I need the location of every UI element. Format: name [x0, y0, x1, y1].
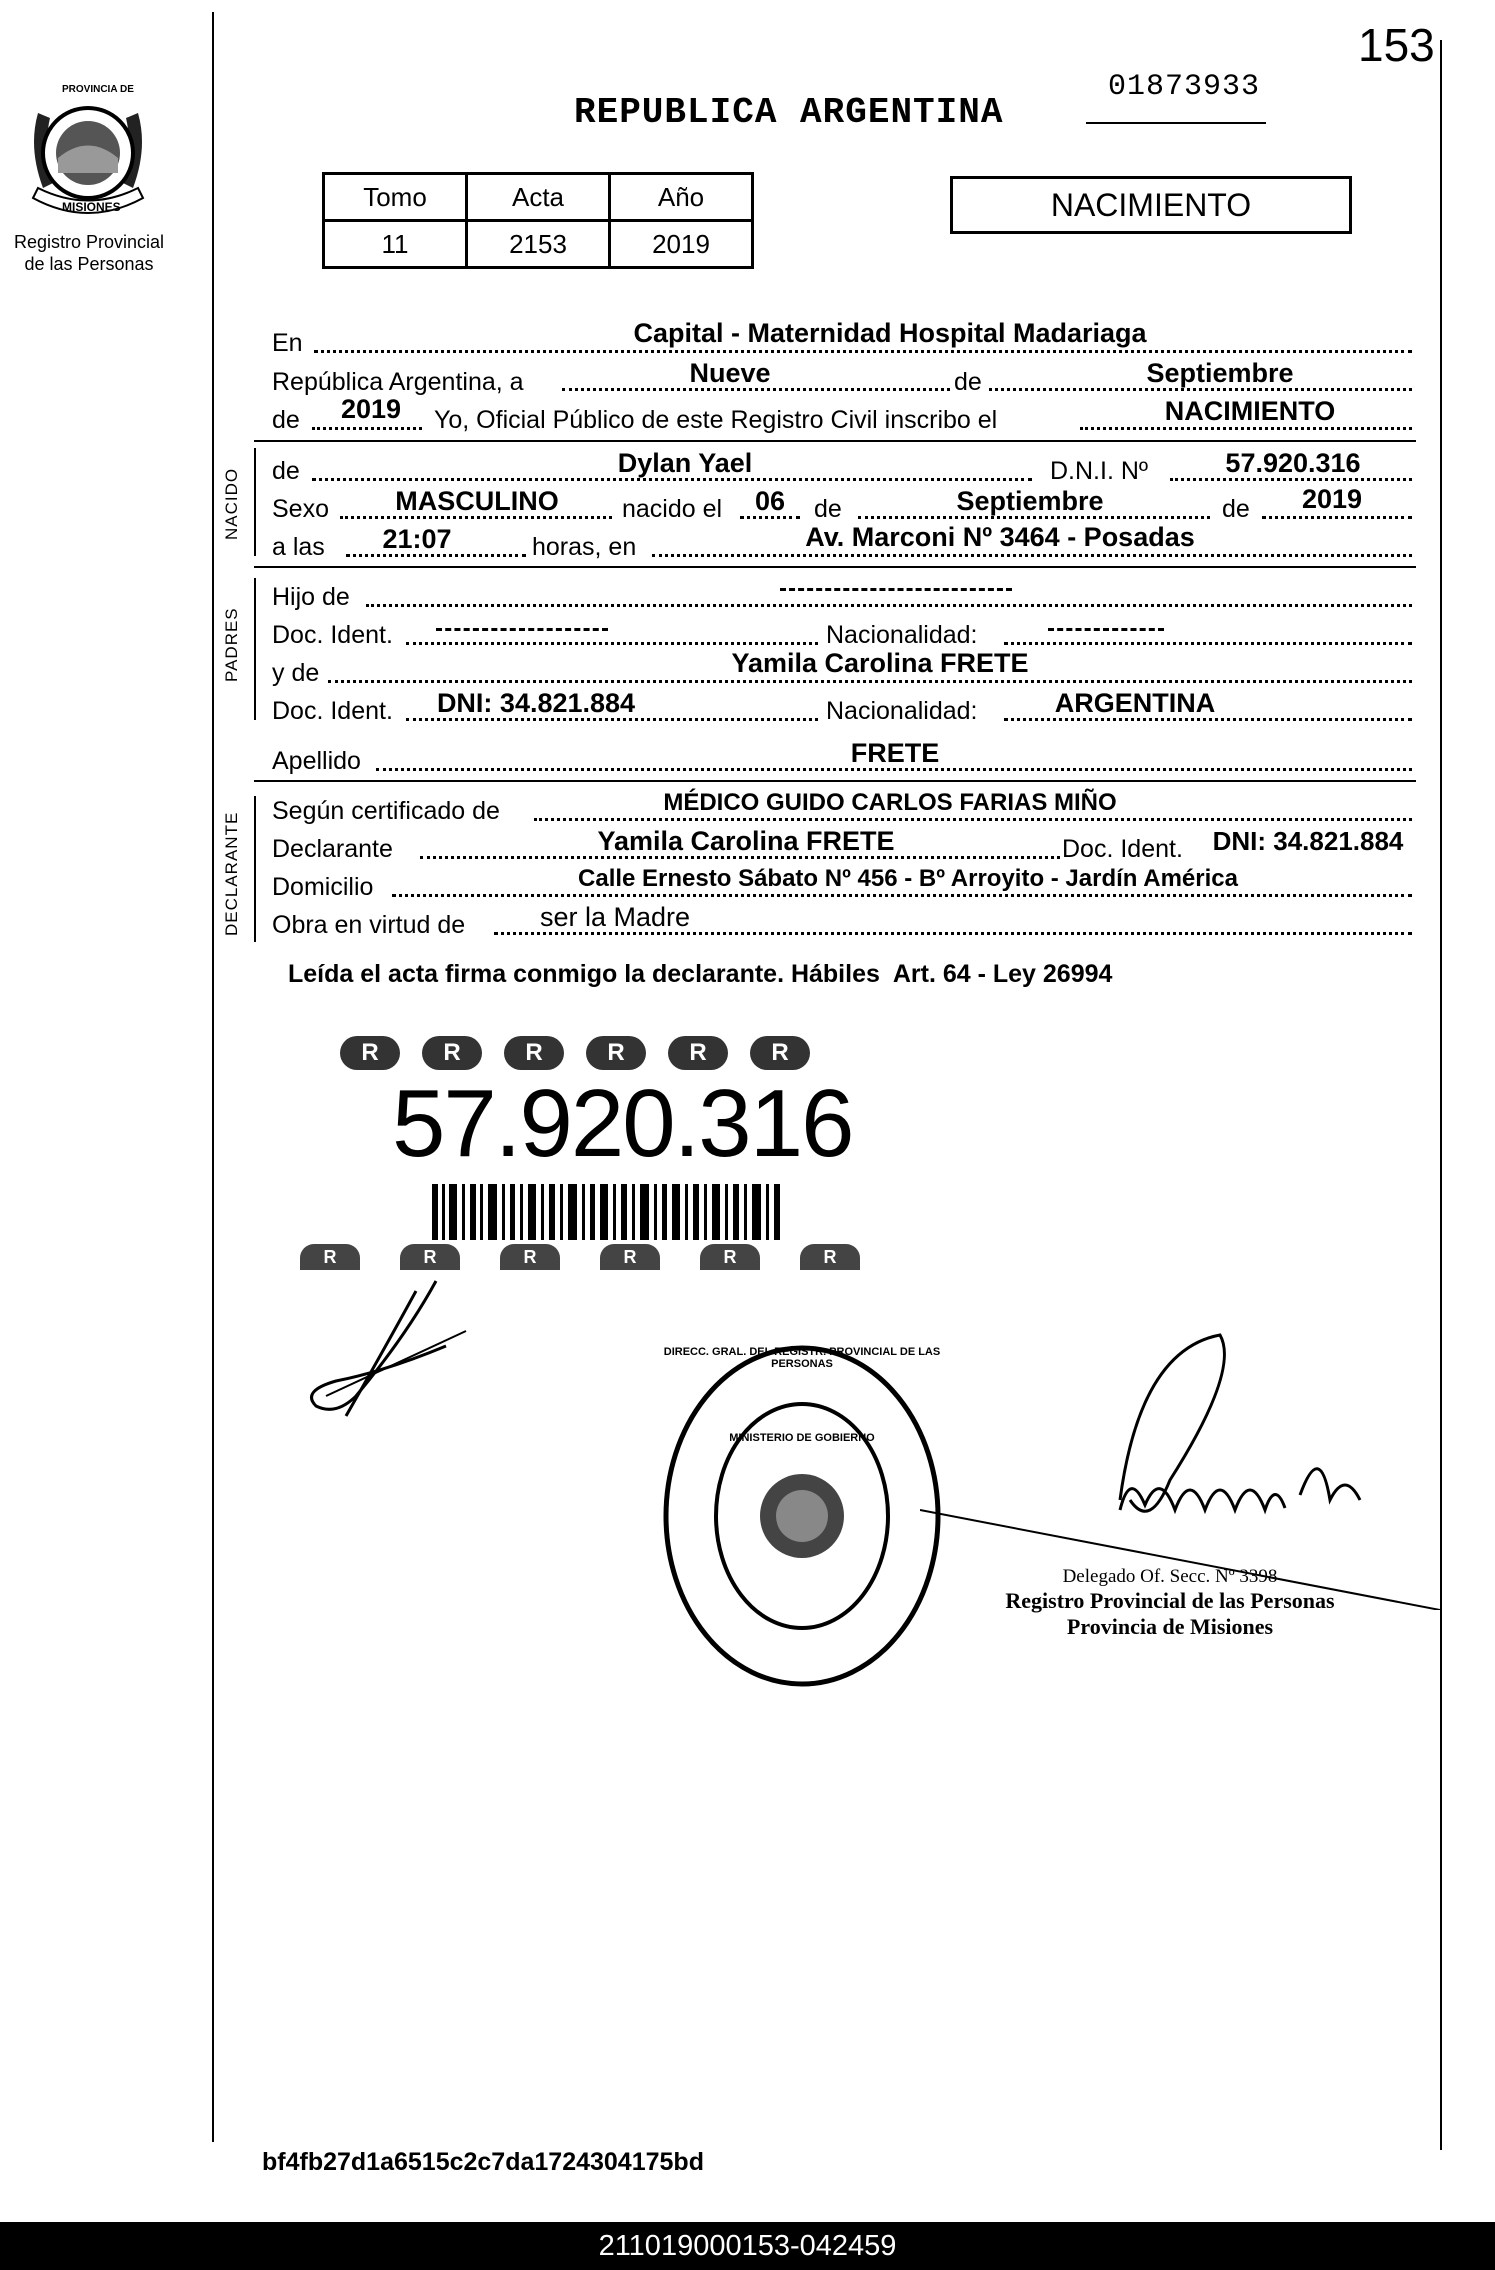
dotted-line [420, 856, 1060, 859]
horas-label: horas, en [532, 533, 637, 561]
table-header-acta: Acta [467, 174, 610, 221]
registry-mark-icon: R [500, 1244, 560, 1270]
birth-de-label: de [814, 495, 842, 523]
registry-mark-icon: R [668, 1036, 728, 1070]
en-label: En [272, 329, 303, 357]
dotted-line [406, 642, 818, 645]
mother-doc: DNI: 34.821.884 [436, 688, 636, 718]
dotted-line [562, 388, 1412, 391]
registry-mark-icon: R [750, 1036, 810, 1070]
stamp-line-1: Delegado Of. Secc. Nº 3398 [1062, 1566, 1278, 1587]
sticker-pattern-top [340, 1036, 870, 1070]
dni-label: D.N.I. Nº [1050, 457, 1149, 485]
section-label-padres: PADRES [222, 607, 241, 682]
decl-doc-value: DNI: 34.821.884 [1212, 826, 1404, 856]
nacido-el-label: nacido el [622, 495, 723, 523]
document-hash: bf4fb27d1a6515c2c7da1724304175bd [262, 2148, 704, 2176]
registry-mark-icon: R [504, 1036, 564, 1070]
control-underline [1086, 122, 1266, 124]
dotted-line [534, 818, 1412, 821]
dotted-line [328, 680, 1412, 683]
dotted-line [312, 427, 422, 430]
dotted-line [346, 554, 526, 557]
closing-statement: Leída el acta firma conmigo la declarante. Hábiles Art. 64 - Ley 26994 [288, 960, 1113, 988]
table-value-acta: 2153 [467, 221, 610, 268]
dotted-line [312, 478, 1032, 481]
de-label-2: de [272, 406, 300, 434]
registry-name-line2: de las Personas [24, 254, 154, 274]
registry-mark-icon: R [422, 1036, 482, 1070]
birth-month: Septiembre [956, 486, 1104, 516]
dotted-line [1004, 642, 1412, 645]
nacionalidad-label-2: Nacionalidad: [826, 697, 978, 725]
republic-label: República Argentina, a [272, 368, 524, 396]
nacido-de-label: de [272, 457, 300, 485]
left-margin-line [212, 12, 214, 2142]
dotted-line [314, 350, 1412, 353]
stamp-line-2: Registro Provincial de las Personas [1005, 1588, 1335, 1613]
control-number: 01873933 [1108, 70, 1261, 104]
mother-name: Yamila Carolina FRETE [731, 648, 1029, 678]
page-number: 153 [1358, 19, 1435, 71]
right-margin-line [1440, 40, 1442, 2150]
dni-sticker [300, 1028, 890, 1276]
sexo-label: Sexo [272, 495, 329, 523]
official-stamp [990, 1566, 1350, 1640]
section-bar-padres [254, 578, 256, 720]
birth-year: 2019 [1301, 484, 1363, 514]
section-bar-nacido [254, 448, 256, 556]
apellido-label: Apellido [272, 747, 361, 775]
record-type: NACIMIENTO [1050, 187, 1252, 223]
declarante-label: Declarante [272, 835, 393, 863]
domicilio-label: Domicilio [272, 873, 374, 901]
obra-label: Obra en virtud de [272, 911, 466, 939]
registry-mark-icon: R [700, 1244, 760, 1270]
dotted-line [406, 718, 818, 721]
hijo-label: Hijo de [272, 583, 350, 611]
dotted-line [1080, 427, 1412, 430]
alas-label: a las [272, 533, 325, 561]
doc-label-2: Doc. Ident. [272, 697, 393, 725]
act-value: NACIMIENTO [1164, 396, 1336, 426]
section-label-nacido: NACIDO [222, 467, 241, 540]
section-bar-declarante [254, 796, 256, 942]
province-logo [18, 78, 158, 228]
footer-bar [0, 2222, 1495, 2270]
dotted-line [858, 516, 1210, 519]
declarant-signature-icon [296, 1276, 476, 1426]
dotted-line [740, 516, 800, 519]
table-value-tomo: 11 [324, 221, 467, 268]
domicilio-value: Calle Ernesto Sábato Nº 456 - Bº Arroyito - Jardín América [578, 865, 1238, 892]
registry-mark-icon: R [340, 1036, 400, 1070]
registry-mark-icon: R [300, 1244, 360, 1270]
dotted-line [376, 768, 1412, 771]
cert-label: Según certificado de [272, 797, 500, 825]
dotted-line [392, 894, 1412, 897]
section-divider [254, 566, 1416, 568]
register-table [322, 172, 754, 269]
child-dni: 57.920.316 [1225, 448, 1361, 478]
blank-dash [1048, 628, 1164, 631]
table-header-anio: Año [610, 174, 753, 221]
inscribo-label: Yo, Oficial Público de este Registro Civil inscribo el [434, 406, 998, 434]
dotted-line [1262, 516, 1412, 519]
child-name: Dylan Yael [617, 448, 753, 478]
birth-de-label-2: de [1222, 495, 1250, 523]
seal-top-text: PROVINCIA DE [62, 84, 134, 95]
sexo-value: MASCULINO [395, 486, 559, 516]
section-label-declarante: DECLARANTE [222, 811, 241, 936]
table-value-anio: 2019 [610, 221, 753, 268]
dotted-line [652, 554, 1412, 557]
blank-dash [780, 588, 1012, 591]
month-value: Septiembre [1146, 358, 1294, 388]
round-seal [660, 1342, 944, 1690]
seal-bottom-text: MISIONES [62, 200, 121, 214]
place-value: Capital - Maternidad Hospital Madariaga [633, 318, 1147, 348]
record-type-box [950, 176, 1352, 234]
obra-value: ser la Madre [539, 902, 691, 932]
year-value: 2019 [340, 394, 402, 424]
registry-mark-icon: R [586, 1036, 646, 1070]
country-title: REPUBLICA ARGENTINA [574, 92, 1004, 133]
section-divider [254, 780, 1416, 782]
sticker-number: 57.920.316 [392, 1070, 853, 1177]
blank-dash [436, 628, 608, 631]
doc-label: Doc. Ident. [272, 621, 393, 649]
dotted-line [1170, 478, 1412, 481]
birth-place: Av. Marconi Nº 3464 - Posadas [805, 522, 1195, 552]
mother-nationality: ARGENTINA [1054, 688, 1216, 718]
footer-code: 211019000153-042459 [598, 2230, 897, 2262]
dotted-line [494, 932, 1412, 935]
sticker-pattern-bottom [300, 1244, 890, 1270]
dotted-line [1004, 718, 1412, 721]
seal-inner-text: MINISTERIO DE GOBIERNO [729, 1432, 875, 1444]
dotted-line [340, 516, 612, 519]
birth-day: 06 [754, 486, 786, 516]
day-value: Nueve [689, 358, 771, 388]
ministry-seal-icon [660, 1342, 944, 1690]
barcode-icon [432, 1184, 792, 1240]
birth-time: 21:07 [382, 524, 452, 554]
nacionalidad-label: Nacionalidad: [826, 621, 978, 649]
registry-name-line1: Registro Provincial [13, 232, 165, 252]
decl-doc-label: Doc. Ident. [1062, 835, 1183, 863]
table-header-tomo: Tomo [324, 174, 467, 221]
apellido-value: FRETE [850, 738, 940, 768]
declarante-value: Yamila Carolina FRETE [597, 826, 895, 856]
registry-mark-icon: R [600, 1244, 660, 1270]
cert-value: MÉDICO GUIDO CARLOS FARIAS MIÑO [663, 789, 1117, 816]
registry-mark-icon: R [800, 1244, 860, 1270]
stamp-line-3: Provincia de Misiones [1066, 1614, 1274, 1639]
seal-outer-text: DIRECC. GRAL. DEL REGISTR. PROVINCIAL DE LAS PERSONAS [663, 1346, 941, 1370]
dotted-line [366, 604, 1412, 607]
de-label: de [950, 367, 986, 397]
yde-label: y de [272, 659, 320, 687]
section-divider [254, 440, 1416, 442]
registry-mark-icon: R [400, 1244, 460, 1270]
